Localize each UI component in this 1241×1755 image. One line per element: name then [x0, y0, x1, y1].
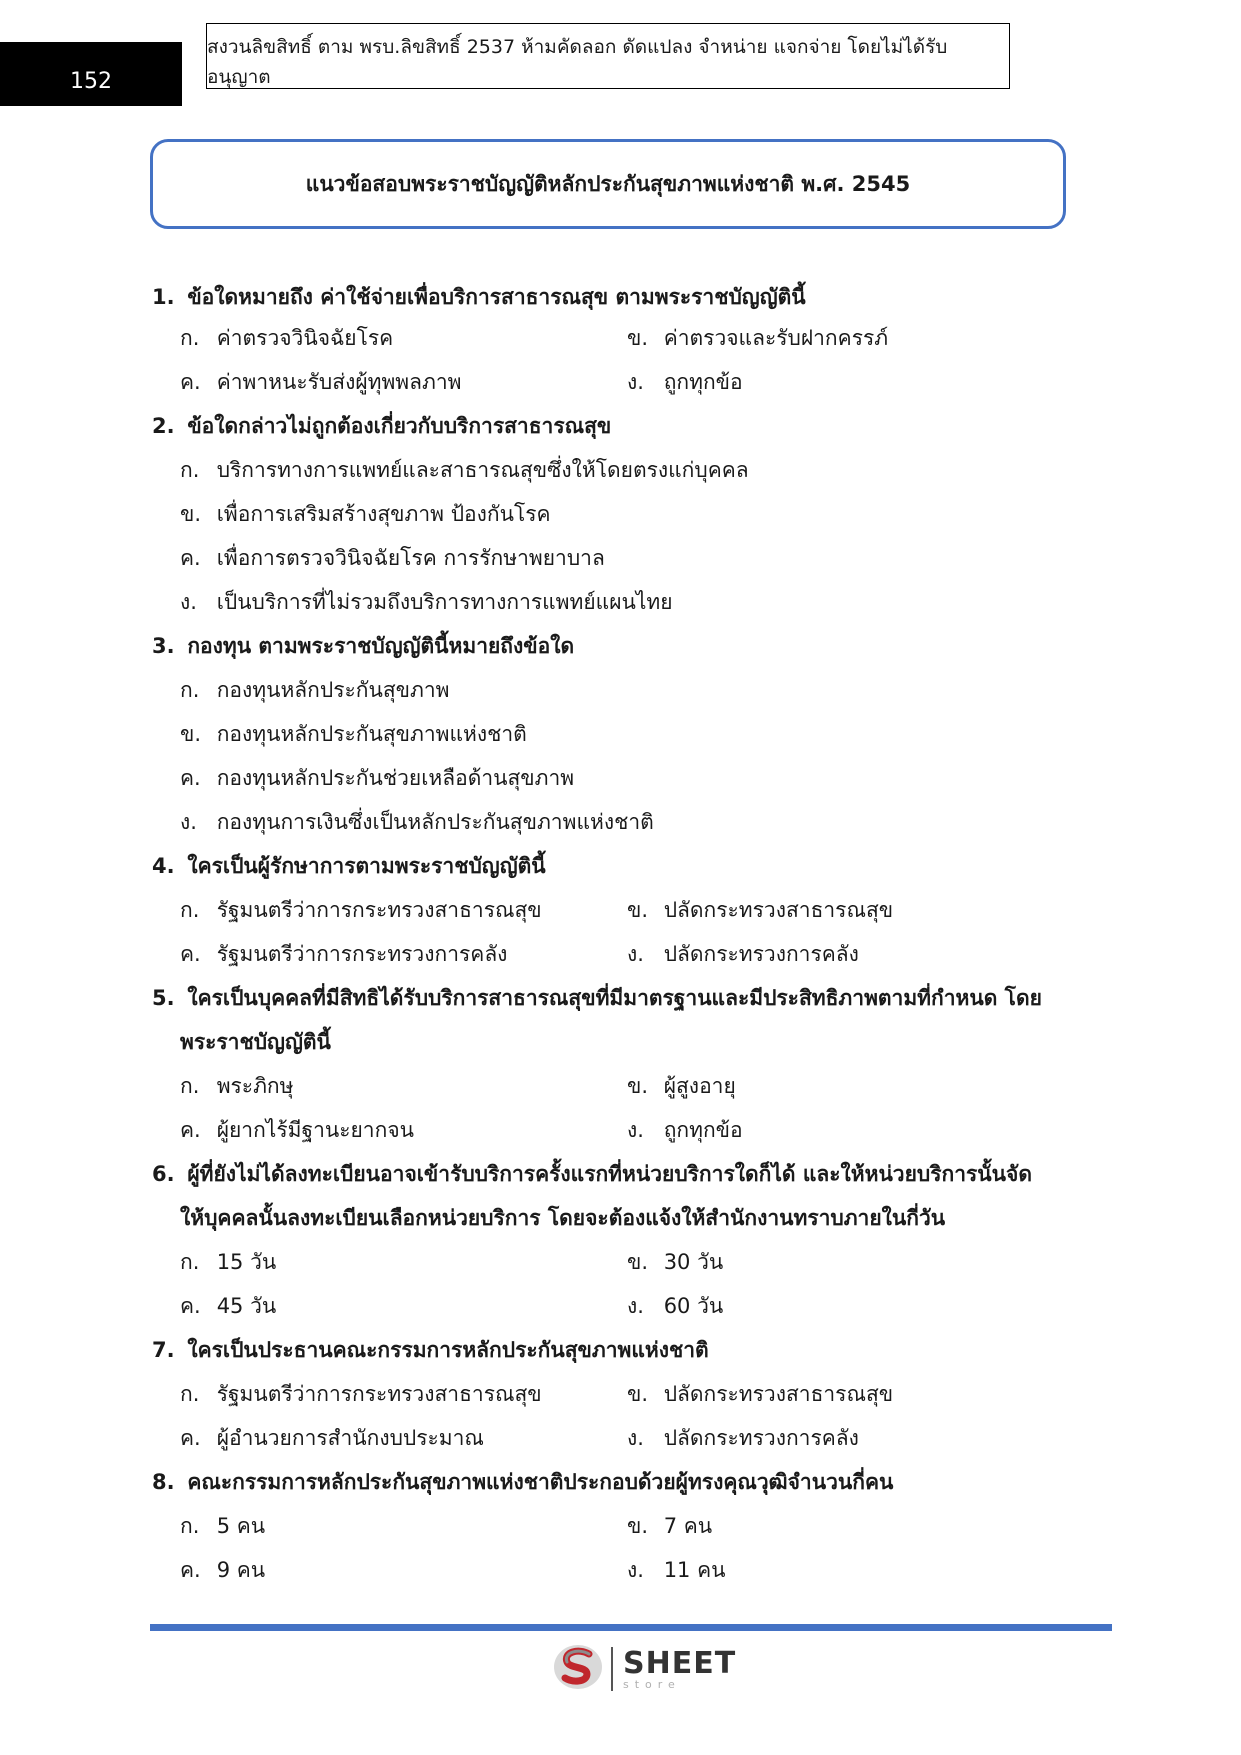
option-text: ค่าตรวจวินิจฉัยโรค	[216, 326, 394, 350]
option-4c	[180, 934, 507, 974]
option-text: พระภิกษุ	[216, 1074, 294, 1098]
option-text: เป็นบริการที่ไม่รวมถึงบริการทางการแพทย์แผนไทย	[216, 590, 673, 614]
question-number: 3.	[152, 634, 175, 658]
option-2a	[180, 450, 749, 490]
option-4b	[627, 890, 893, 930]
option-letter: ง.	[627, 1118, 644, 1142]
question-8	[152, 1462, 893, 1502]
question-number: 8.	[152, 1470, 175, 1494]
option-text: ปลัดกระทรวงการคลัง	[663, 1426, 859, 1450]
option-letter: ก.	[180, 1250, 200, 1274]
option-text: 9 คน	[216, 1558, 266, 1582]
question-2	[152, 406, 611, 446]
question-text: ข้อใดกล่าวไม่ถูกต้องเกี่ยวกับบริการสาธารณสุข	[187, 414, 612, 438]
option-3c	[180, 758, 574, 798]
option-text: ค่าตรวจและรับฝากครรภ์	[663, 326, 889, 350]
option-text: ผู้ยากไร้มีฐานะยากจน	[216, 1118, 414, 1142]
option-7b	[627, 1374, 893, 1414]
option-text: ผู้อำนวยการสำนักงบประมาณ	[216, 1426, 484, 1450]
question-1	[152, 277, 806, 317]
sheet-store-s-logo-icon	[553, 1642, 603, 1696]
option-4d	[627, 934, 859, 974]
question-text: ใครเป็นบุคคลที่มีสิทธิได้รับบริการสาธารณสุขที่มีมาตรฐานและมีประสิทธิภาพตามที่กำหนด โดย	[187, 986, 1042, 1010]
option-7c	[180, 1418, 484, 1458]
logo-separator	[611, 1647, 613, 1691]
option-text: ถูกทุกข้อ	[663, 1118, 743, 1142]
option-8a	[180, 1506, 265, 1546]
option-1c	[180, 362, 462, 402]
option-letter: ง.	[627, 1294, 644, 1318]
option-3a	[180, 670, 450, 710]
option-6d	[627, 1286, 723, 1326]
option-letter: ค.	[180, 942, 201, 966]
option-text: 11 คน	[663, 1558, 726, 1582]
question-number: 1.	[152, 285, 175, 309]
option-8d	[627, 1550, 726, 1590]
option-text: รัฐมนตรีว่าการกระทรวงสาธารณสุข	[216, 898, 542, 922]
option-text: 60 วัน	[663, 1294, 724, 1318]
option-text: ปลัดกระทรวงการคลัง	[663, 942, 859, 966]
option-letter: ข.	[627, 1514, 649, 1538]
sheet-store-logo	[553, 1642, 743, 1696]
option-6b	[627, 1242, 723, 1282]
question-text: ผู้ที่ยังไม่ได้ลงทะเบียนอาจเข้ารับบริการครั้งแรกที่หน่วยบริการใดก็ได้ และให้หน่วยบริการนั้นจัด	[187, 1162, 1032, 1186]
question-number: 7.	[152, 1338, 175, 1362]
option-letter: ค.	[180, 546, 201, 570]
option-letter: ค.	[180, 1426, 201, 1450]
option-text: กองทุนหลักประกันช่วยเหลือด้านสุขภาพ	[216, 766, 575, 790]
option-text: ปลัดกระทรวงสาธารณสุข	[663, 1382, 894, 1406]
option-letter: ก.	[180, 1382, 200, 1406]
option-text: 45 วัน	[216, 1294, 277, 1318]
option-8b	[627, 1506, 712, 1546]
option-4a	[180, 890, 542, 930]
option-8c	[180, 1550, 265, 1590]
option-3b	[180, 714, 527, 754]
option-text: กองทุนการเงินซึ่งเป็นหลักประกันสุขภาพแห่งชาติ	[216, 810, 654, 834]
question-text-cont: พระราชบัญญัตินี้	[180, 1030, 331, 1054]
logo-brand: SHEET	[623, 1645, 737, 1681]
option-1a	[180, 318, 393, 358]
option-letter: ข.	[627, 1382, 649, 1406]
option-letter: ง.	[627, 1426, 644, 1450]
option-letter: ค.	[180, 1294, 201, 1318]
option-letter: ง.	[627, 1558, 644, 1582]
option-letter: ค.	[180, 370, 201, 394]
option-letter: ก.	[180, 1074, 200, 1098]
question-6-cont	[180, 1198, 945, 1238]
logo-brand-sub: store	[623, 1677, 681, 1691]
question-7	[152, 1330, 709, 1370]
option-6a	[180, 1242, 276, 1282]
option-text: 5 คน	[216, 1514, 266, 1538]
option-2d	[180, 582, 673, 622]
option-text: ผู้สูงอายุ	[663, 1074, 736, 1098]
option-5b	[627, 1066, 736, 1106]
option-text: เพื่อการเสริมสร้างสุขภาพ ป้องกันโรค	[216, 502, 551, 526]
question-text: ใครเป็นประธานคณะกรรมการหลักประกันสุขภาพแห่งชาติ	[187, 1338, 709, 1362]
option-letter: ข.	[627, 898, 649, 922]
option-1b	[627, 318, 888, 358]
question-5	[152, 978, 1042, 1018]
option-5d	[627, 1110, 743, 1150]
document-title: แนวข้อสอบพระราชบัญญัติหลักประกันสุขภาพแห่งชาติ พ.ศ. 2545	[305, 171, 911, 196]
question-number: 4.	[152, 854, 175, 878]
question-text: ข้อใดหมายถึง ค่าใช้จ่ายเพื่อบริการสาธารณสุข ตามพระราชบัญญัตินี้	[187, 285, 806, 309]
option-text: กองทุนหลักประกันสุขภาพ	[216, 678, 450, 702]
question-text: ใครเป็นผู้รักษาการตามพระราชบัญญัตินี้	[187, 854, 546, 878]
option-letter: ค.	[180, 1558, 201, 1582]
question-text: กองทุน ตามพระราชบัญญัตินี้หมายถึงข้อใด	[187, 634, 575, 658]
option-letter: ค.	[180, 766, 201, 790]
option-text: รัฐมนตรีว่าการกระทรวงสาธารณสุข	[216, 1382, 542, 1406]
option-7a	[180, 1374, 542, 1414]
copyright-text: สงวนลิขสิทธิ์ ตาม พรบ.ลิขสิทธิ์ 2537 ห้ามคัดลอก ดัดแปลง จำหน่าย แจกจ่าย โดยไม่ได้รับอนุญาต	[207, 36, 948, 88]
option-letter: ก.	[180, 1514, 200, 1538]
option-text: 30 วัน	[663, 1250, 724, 1274]
option-3d	[180, 802, 654, 842]
option-text: 7 คน	[663, 1514, 713, 1538]
option-letter: ง.	[180, 590, 197, 614]
question-number: 5.	[152, 986, 175, 1010]
option-letter: ก.	[180, 678, 200, 702]
option-letter: ข.	[627, 1074, 649, 1098]
option-6c	[180, 1286, 276, 1326]
option-letter: ง.	[180, 810, 197, 834]
page-number-text: 152	[70, 68, 112, 94]
option-text: เพื่อการตรวจวินิจฉัยโรค การรักษาพยาบาล	[216, 546, 605, 570]
question-4	[152, 846, 546, 886]
option-letter: ข.	[180, 722, 202, 746]
question-text-cont: ให้บุคคลนั้นลงทะเบียนเลือกหน่วยบริการ โดยจะต้องแจ้งให้สำนักงานทราบภายในกี่วัน	[180, 1206, 946, 1230]
option-text: บริการทางการแพทย์และสาธารณสุขซึ่งให้โดยตรงแก่บุคคล	[216, 458, 749, 482]
option-1d	[627, 362, 743, 402]
option-letter: ง.	[627, 942, 644, 966]
footer-rule	[150, 1624, 1112, 1631]
option-letter: ค.	[180, 1118, 201, 1142]
question-number: 6.	[152, 1162, 175, 1186]
option-text: ค่าพาหนะรับส่งผู้ทุพพลภาพ	[216, 370, 462, 394]
option-letter: ข.	[627, 326, 649, 350]
question-number: 2.	[152, 414, 175, 438]
option-text: ปลัดกระทรวงสาธารณสุข	[663, 898, 894, 922]
option-text: 15 วัน	[216, 1250, 277, 1274]
option-letter: ข.	[180, 502, 202, 526]
option-letter: ก.	[180, 326, 200, 350]
question-3	[152, 626, 574, 666]
option-5a	[180, 1066, 294, 1106]
option-text: กองทุนหลักประกันสุขภาพแห่งชาติ	[216, 722, 527, 746]
logo-wordmark	[623, 1645, 737, 1691]
option-letter: ก.	[180, 898, 200, 922]
option-2c	[180, 538, 605, 578]
option-7d	[627, 1418, 859, 1458]
option-text: รัฐมนตรีว่าการกระทรวงการคลัง	[216, 942, 508, 966]
option-5c	[180, 1110, 414, 1150]
question-text: คณะกรรมการหลักประกันสุขภาพแห่งชาติประกอบด้วยผู้ทรงคุณวุฒิจำนวนกี่คน	[187, 1470, 894, 1494]
option-text: ถูกทุกข้อ	[663, 370, 743, 394]
question-5-cont	[180, 1022, 331, 1062]
option-letter: ก.	[180, 458, 200, 482]
option-letter: ง.	[627, 370, 644, 394]
option-2b	[180, 494, 551, 534]
question-6	[152, 1154, 1032, 1194]
option-letter: ข.	[627, 1250, 649, 1274]
